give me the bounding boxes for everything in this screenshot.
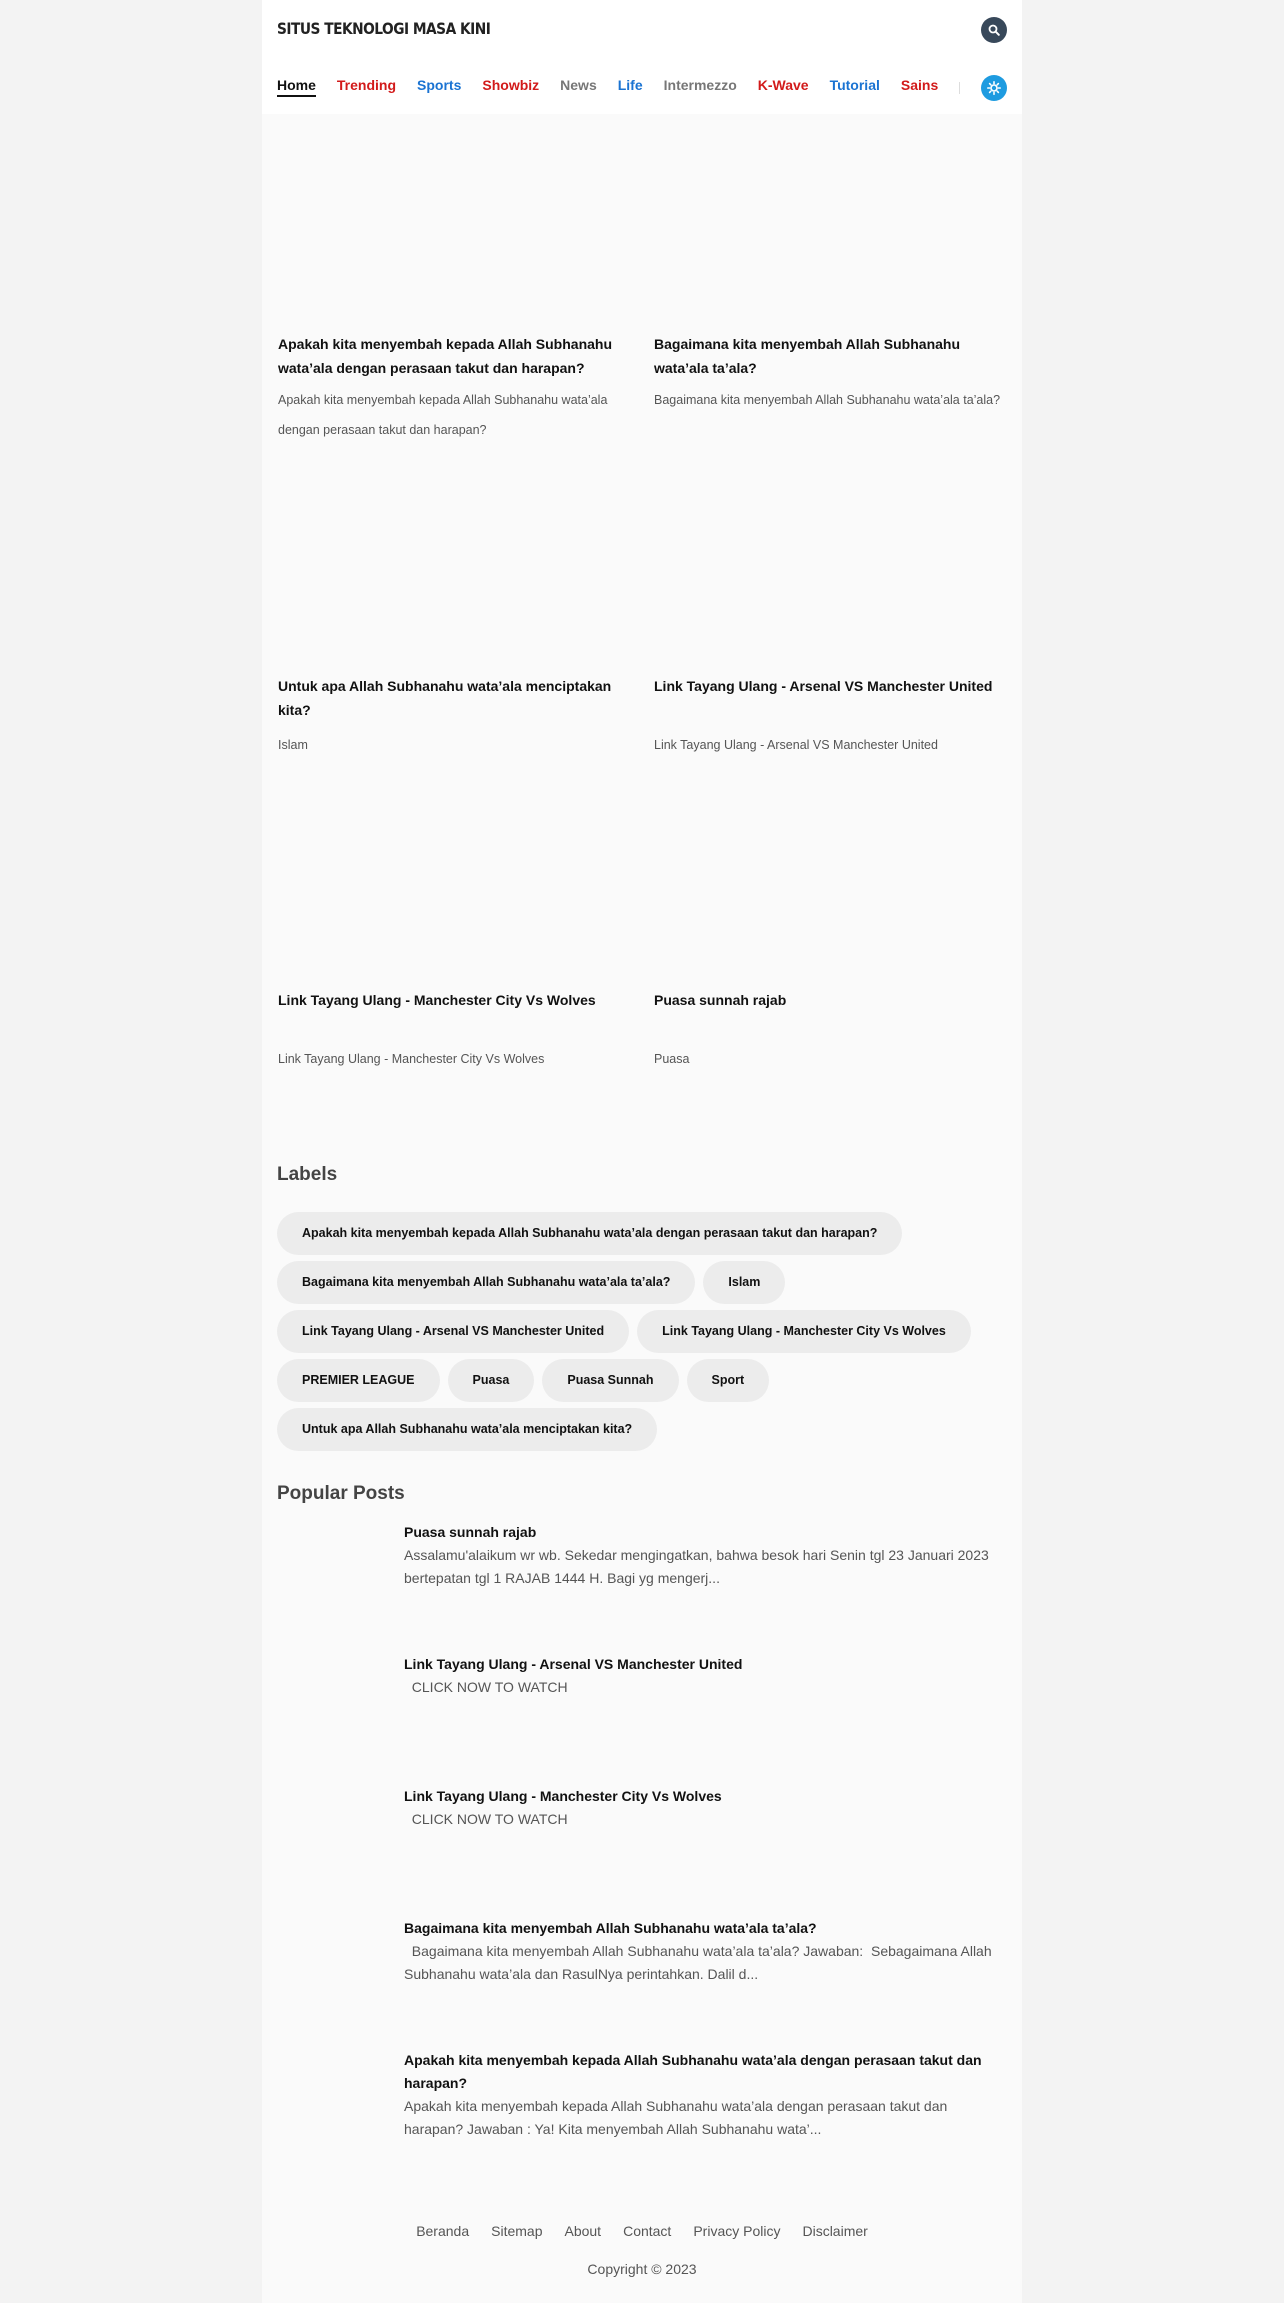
nav-divider bbox=[959, 82, 960, 94]
footer-link-beranda[interactable]: Beranda bbox=[416, 2223, 470, 2239]
popular-post-snippet: CLICK NOW TO WATCH bbox=[404, 1811, 568, 1827]
labels-cloud bbox=[277, 1212, 1017, 1457]
label-pill[interactable]: Sport bbox=[687, 1359, 770, 1402]
post-title[interactable]: Link Tayang Ulang - Arsenal VS Manchester United bbox=[654, 678, 993, 694]
post-thumbnail[interactable] bbox=[654, 786, 1004, 986]
popular-post-title[interactable]: Link Tayang Ulang - Arsenal VS Manchester United bbox=[404, 1656, 743, 1672]
nav-item-home[interactable]: Home bbox=[277, 76, 316, 97]
popular-post-thumbnail[interactable] bbox=[277, 1653, 389, 1733]
post-snippet: Link Tayang Ulang - Arsenal VS Manchester United bbox=[654, 738, 938, 752]
post-snippet: Apakah kita menyembah kepada Allah Subhanahu wata’ala dengan perasaan takut dan harapan? bbox=[278, 393, 608, 437]
labels-heading: Labels bbox=[277, 1164, 338, 1185]
footer-link-disclaimer[interactable]: Disclaimer bbox=[802, 2223, 868, 2239]
popular-post-title[interactable]: Link Tayang Ulang - Manchester City Vs Wolves bbox=[404, 1788, 722, 1804]
footer-link-privacy-policy[interactable]: Privacy Policy bbox=[693, 2223, 781, 2239]
post-card bbox=[278, 130, 628, 450]
popular-post-item bbox=[277, 1785, 1007, 1895]
nav-item-trending[interactable]: Trending bbox=[336, 77, 397, 93]
post-snippet: Bagaimana kita menyembah Allah Subhanahu wata’ala ta’ala? bbox=[654, 393, 1001, 407]
post-thumbnail[interactable] bbox=[654, 472, 1004, 672]
site-title[interactable]: SITUS TEKNOLOGI MASA KINI bbox=[277, 19, 491, 38]
label-pill[interactable]: Apakah kita menyembah kepada Allah Subhanahu wata’ala dengan perasaan takut dan harapan? bbox=[277, 1212, 902, 1255]
post-thumbnail[interactable] bbox=[278, 472, 628, 672]
post-title[interactable]: Untuk apa Allah Subhanahu wata’ala menciptakan kita? bbox=[278, 678, 612, 718]
site-header bbox=[262, 0, 1022, 114]
footer-nav bbox=[262, 2223, 1022, 2239]
nav-item-news[interactable]: News bbox=[560, 77, 597, 93]
popular-post-item bbox=[277, 1653, 1007, 1763]
popular-post-title[interactable]: Apakah kita menyembah kepada Allah Subhanahu wata’ala dengan perasaan takut dan harapan? bbox=[404, 2052, 982, 2091]
mode-toggle-button[interactable] bbox=[981, 75, 1007, 101]
popular-post-thumbnail[interactable] bbox=[277, 1521, 389, 1601]
gear-icon bbox=[987, 81, 1001, 95]
copyright-text: Copyright © 2023 bbox=[587, 2261, 697, 2277]
popular-post-snippet: CLICK NOW TO WATCH bbox=[404, 1679, 568, 1695]
label-pill[interactable]: Bagaimana kita menyembah Allah Subhanahu wata’ala ta’ala? bbox=[277, 1261, 695, 1304]
nav-item-kwave[interactable]: K-Wave bbox=[757, 77, 809, 93]
post-card bbox=[654, 472, 1004, 762]
post-card bbox=[654, 130, 1004, 450]
label-pill[interactable]: PREMIER LEAGUE bbox=[277, 1359, 440, 1402]
post-card bbox=[654, 786, 1004, 1076]
popular-post-item bbox=[277, 2049, 1007, 2169]
popular-post-title[interactable]: Bagaimana kita menyembah Allah Subhanahu wata’ala ta’ala? bbox=[404, 1920, 817, 1936]
popular-post-thumbnail[interactable] bbox=[277, 1785, 389, 1865]
post-snippet: Puasa bbox=[654, 1052, 690, 1066]
popular-post-item bbox=[277, 1917, 1007, 2027]
nav-item-tutorial[interactable]: Tutorial bbox=[829, 77, 880, 93]
post-thumbnail[interactable] bbox=[278, 786, 628, 986]
page-container bbox=[262, 0, 1022, 2303]
nav-item-showbiz[interactable]: Showbiz bbox=[482, 77, 540, 93]
label-pill[interactable]: Islam bbox=[703, 1261, 785, 1304]
popular-post-thumbnail[interactable] bbox=[277, 1917, 389, 1997]
popular-post-snippet: Bagaimana kita menyembah Allah Subhanahu wata’ala ta’ala? Jawaban: Sebagaimana Allah Subhanahu wata’ala dan RasulNya perintahkan. Dalil d... bbox=[404, 1943, 996, 1982]
post-title[interactable]: Link Tayang Ulang - Manchester City Vs Wolves bbox=[278, 992, 596, 1008]
label-pill[interactable]: Puasa bbox=[448, 1359, 535, 1402]
label-pill[interactable]: Puasa Sunnah bbox=[542, 1359, 678, 1402]
main-nav bbox=[277, 76, 982, 98]
post-card bbox=[278, 786, 628, 1076]
footer-link-contact[interactable]: Contact bbox=[623, 2223, 672, 2239]
footer-link-sitemap[interactable]: Sitemap bbox=[491, 2223, 543, 2239]
nav-item-life[interactable]: Life bbox=[617, 77, 643, 93]
post-thumbnail[interactable] bbox=[278, 130, 628, 330]
search-icon bbox=[988, 24, 1000, 36]
nav-item-sports[interactable]: Sports bbox=[417, 77, 462, 93]
post-title[interactable]: Puasa sunnah rajab bbox=[654, 992, 787, 1008]
popular-post-snippet: Apakah kita menyembah kepada Allah Subhanahu wata’ala dengan perasaan takut dan harapan? Jawaban : Ya! Kita menyembah Allah Subhanahu wata’... bbox=[404, 2098, 948, 2137]
search-button[interactable] bbox=[981, 17, 1007, 43]
post-card bbox=[278, 472, 628, 762]
popular-post-title[interactable]: Puasa sunnah rajab bbox=[404, 1524, 537, 1540]
nav-item-intermezzo[interactable]: Intermezzo bbox=[663, 77, 737, 93]
post-snippet: Link Tayang Ulang - Manchester City Vs Wolves bbox=[278, 1052, 545, 1066]
popular-post-thumbnail[interactable] bbox=[277, 2049, 389, 2129]
popular-post-snippet: Assalamu'alaikum wr wb. Sekedar mengingatkan, bahwa besok hari Senin tgl 23 Januari 2023 bertepatan tgl 1 RAJAB 1444 H. Bagi yg mengerj... bbox=[404, 1547, 989, 1586]
post-title[interactable]: Apakah kita menyembah kepada Allah Subhanahu wata’ala dengan perasaan takut dan harapan? bbox=[278, 336, 613, 376]
footer-link-about[interactable]: About bbox=[564, 2223, 602, 2239]
post-snippet: Islam bbox=[278, 738, 308, 752]
post-thumbnail[interactable] bbox=[654, 130, 1004, 330]
popular-post-item bbox=[277, 1521, 1007, 1631]
label-pill[interactable]: Link Tayang Ulang - Manchester City Vs Wolves bbox=[637, 1310, 971, 1353]
popular-posts-heading: Popular Posts bbox=[277, 1483, 405, 1504]
nav-item-sains[interactable]: Sains bbox=[900, 77, 939, 93]
label-pill[interactable]: Untuk apa Allah Subhanahu wata’ala menciptakan kita? bbox=[277, 1408, 657, 1451]
label-pill[interactable]: Link Tayang Ulang - Arsenal VS Manchester United bbox=[277, 1310, 629, 1353]
post-title[interactable]: Bagaimana kita menyembah Allah Subhanahu wata’ala ta’ala? bbox=[654, 336, 961, 376]
